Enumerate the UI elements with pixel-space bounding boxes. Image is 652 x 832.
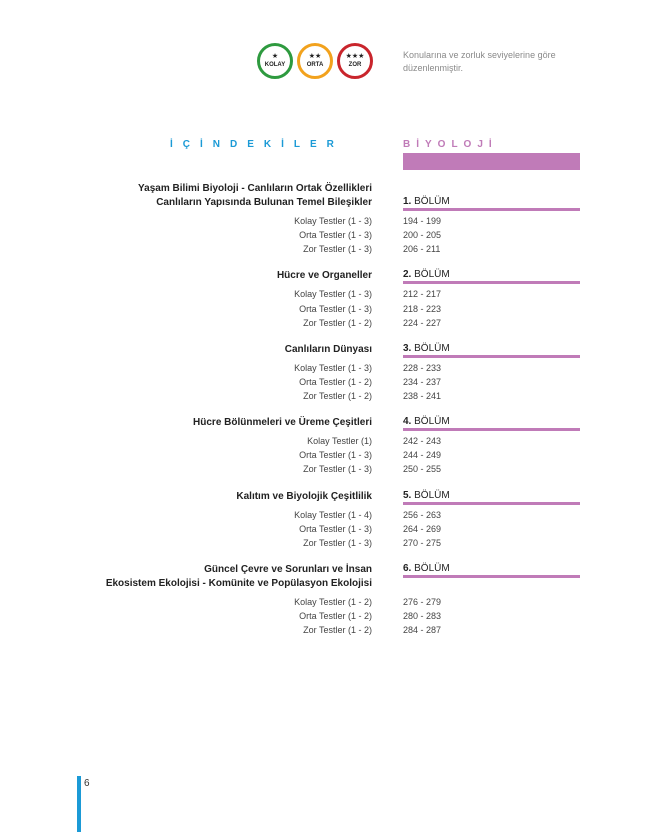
badge-zor: [337, 43, 373, 79]
test-label: Kolay Testler (1 - 3): [294, 363, 372, 373]
bolum-heading: [403, 416, 580, 431]
test-pages: 264 - 269: [403, 524, 442, 534]
test-pages: 256 - 263: [403, 510, 442, 520]
test-label: Zor Testler (1 - 2): [303, 625, 372, 635]
bolum-number: 5.: [403, 490, 412, 501]
test-label: Zor Testler (1 - 3): [303, 244, 372, 254]
test-label: Kolay Testler (1 - 3): [294, 289, 372, 299]
test-pages: 242 - 243: [403, 436, 442, 446]
test-label: Orta Testler (1 - 2): [299, 611, 372, 621]
page-number: 6: [84, 778, 90, 789]
section-title: Güncel Çevre ve Sorunları ve İnsan: [204, 564, 372, 575]
star-icon: ★★: [308, 53, 322, 60]
test-label: Zor Testler (1 - 2): [303, 391, 372, 401]
test-pages: 280 - 283: [403, 611, 442, 621]
test-pages: 276 - 279: [403, 597, 442, 607]
test-label: Zor Testler (1 - 3): [303, 464, 372, 474]
star-icon: ★★★: [345, 53, 365, 60]
test-label: Kolay Testler (1 - 4): [294, 510, 372, 520]
section-title: Canlıların Dünyası: [284, 344, 372, 355]
bolum-number: 1.: [403, 196, 412, 207]
test-label: Orta Testler (1 - 3): [299, 524, 372, 534]
test-label: Kolay Testler (1 - 3): [294, 216, 372, 226]
test-label: Orta Testler (1 - 3): [299, 304, 372, 314]
page-number-bar: [77, 776, 81, 832]
test-pages: 212 - 217: [403, 289, 442, 299]
test-pages: 228 - 233: [403, 363, 442, 373]
bolum-heading: [403, 269, 580, 284]
badge-kolay-label: KOLAY: [264, 62, 286, 68]
section-title: Hücre ve Organeller: [276, 270, 372, 281]
test-pages: 270 - 275: [403, 538, 442, 548]
section-title: Hücre Bölünmeleri ve Üreme Çeşitleri: [193, 417, 372, 428]
bolum-number: 3.: [403, 343, 412, 354]
section-title: Ekosistem Ekolojisi - Komünite ve Popülasyon Ekolojisi: [105, 578, 372, 589]
bolum-heading: [403, 563, 580, 578]
test-pages: 218 - 223: [403, 304, 442, 314]
test-label: Kolay Testler (1 - 2): [294, 597, 372, 607]
bolum-number: 2.: [403, 269, 412, 280]
badge-zor-label: ZOR: [348, 62, 362, 68]
test-pages: 206 - 211: [403, 244, 441, 254]
section-title: Kalıtım ve Biyolojik Çeşitlilik: [236, 491, 372, 502]
test-pages: 244 - 249: [403, 450, 442, 460]
test-pages: 194 - 199: [403, 216, 442, 226]
test-pages: 284 - 287: [403, 625, 442, 635]
subject-bar: [403, 153, 580, 170]
test-label: Orta Testler (1 - 3): [299, 450, 372, 460]
test-label: Orta Testler (1 - 2): [299, 377, 372, 387]
subject-title: BİYOLOJİ: [403, 139, 498, 150]
legend-note: Konularına ve zorluk seviyelerine göre düzenlenmiştir.: [403, 50, 556, 73]
bolum-word: BÖLÜM: [411, 196, 450, 207]
toc-title: İÇİNDEKİLER: [170, 139, 344, 150]
bolum-word: BÖLÜM: [411, 343, 450, 354]
bolum-heading: [403, 196, 580, 211]
test-label: Zor Testler (1 - 2): [303, 318, 372, 328]
badge-orta: [297, 43, 333, 79]
bolum-word: BÖLÜM: [411, 490, 450, 501]
section-title: Yaşam Bilimi Biyoloji - Canlıların Ortak Özellikleri: [138, 183, 372, 194]
bolum-word: BÖLÜM: [411, 416, 450, 427]
star-icon: ★: [271, 53, 279, 60]
test-pages: 234 - 237: [403, 377, 442, 387]
bolum-heading: [403, 490, 580, 505]
test-pages: 238 - 241: [403, 391, 442, 401]
test-label: Kolay Testler (1): [307, 436, 372, 446]
bolum-number: 4.: [403, 416, 412, 427]
test-label: Zor Testler (1 - 3): [303, 538, 372, 548]
test-label: Orta Testler (1 - 3): [299, 230, 372, 240]
bolum-word: BÖLÜM: [411, 269, 450, 280]
badge-kolay: [257, 43, 293, 79]
section-title: Canlıların Yapısında Bulunan Temel Bileşikler: [156, 197, 372, 208]
badge-orta-label: ORTA: [306, 62, 324, 68]
bolum-word: BÖLÜM: [411, 563, 450, 574]
bolum-heading: [403, 343, 580, 358]
test-pages: 200 - 205: [403, 230, 442, 240]
test-pages: 250 - 255: [403, 464, 442, 474]
bolum-number: 6.: [403, 563, 412, 574]
test-pages: 224 - 227: [403, 318, 442, 328]
